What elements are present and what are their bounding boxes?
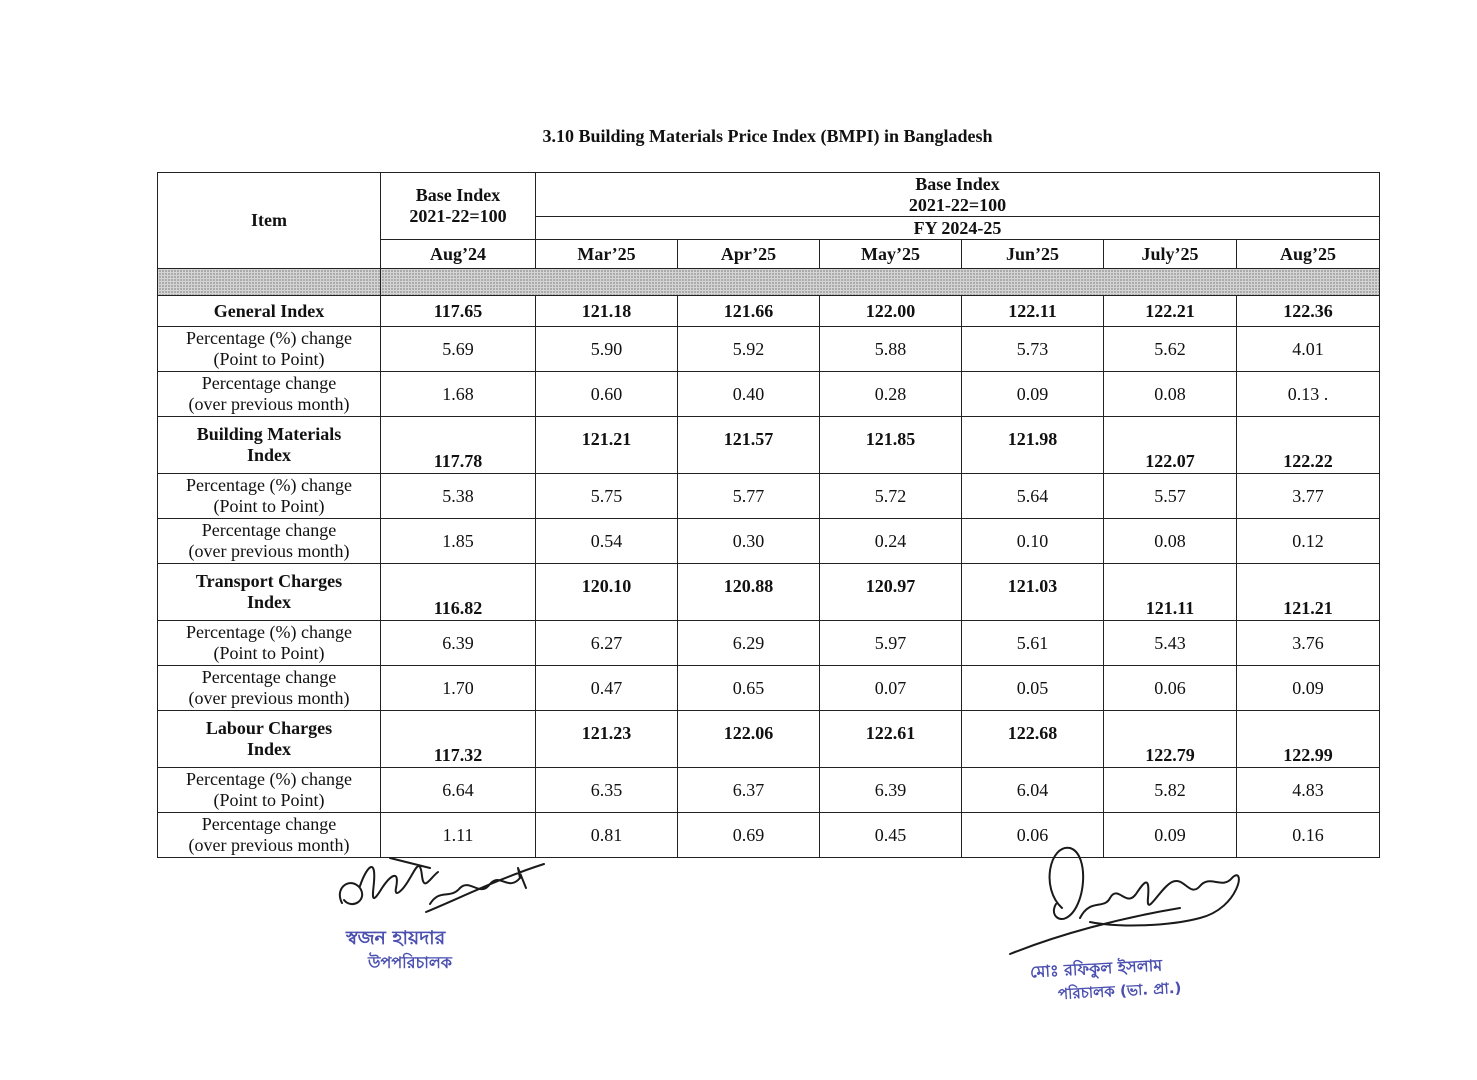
row-label <box>158 296 381 327</box>
row-label-line2: (Point to Point) <box>213 349 325 369</box>
row-label-line2: (Point to Point) <box>213 643 325 663</box>
row-label <box>158 564 381 621</box>
row-label-line1: Percentage change <box>201 520 337 540</box>
right-signatory-name: মোঃ রফিকুল ইসলাম <box>1029 955 1163 982</box>
right-signature-scribble <box>1000 838 1260 958</box>
row-label-line1: Percentage change <box>201 373 337 393</box>
table-row <box>158 372 1380 417</box>
header-fy-line2: 2021-22=100 <box>908 194 1007 215</box>
value-cell: 5.64 <box>962 474 1104 519</box>
value-cell: 122.06 <box>678 711 820 768</box>
row-label <box>158 417 381 474</box>
table-row <box>158 564 1380 621</box>
left-signatory-designation: উপপরিচালক <box>368 953 452 972</box>
value-cell: 5.61 <box>962 621 1104 666</box>
value-cell: 3.77 <box>1237 474 1380 519</box>
value-cell: 0.60 <box>536 372 678 417</box>
table-row <box>158 666 1380 711</box>
row-label-line1: Transport Charges <box>195 571 343 591</box>
value-cell: 121.57 <box>678 417 820 474</box>
row-label <box>158 474 381 519</box>
value-cell: 117.65 <box>381 296 536 327</box>
value-cell: 6.39 <box>381 621 536 666</box>
row-label <box>158 768 381 813</box>
value-cell: 0.09 <box>1104 813 1237 858</box>
right-signature-block <box>1000 838 1260 1008</box>
table-row <box>158 296 1380 327</box>
value-cell: 122.61 <box>820 711 962 768</box>
value-cell: 1.68 <box>381 372 536 417</box>
row-label-line2: (over previous month) <box>188 688 350 708</box>
value-cell: 0.06 <box>1104 666 1237 711</box>
header-month: Aug’25 <box>1237 240 1380 269</box>
row-label <box>158 372 381 417</box>
value-cell: 0.06 <box>962 813 1104 858</box>
header-month: Mar’25 <box>536 240 678 269</box>
table-row <box>158 417 1380 474</box>
value-cell: 0.12 <box>1237 519 1380 564</box>
row-label-line1: Building Materials <box>196 424 342 444</box>
row-label-line1: General Index <box>213 300 325 321</box>
value-cell: 5.73 <box>962 327 1104 372</box>
table-row <box>158 621 1380 666</box>
value-cell: 0.08 <box>1104 519 1237 564</box>
value-cell: 122.21 <box>1104 296 1237 327</box>
value-cell: 120.88 <box>678 564 820 621</box>
left-signature-scribble <box>330 848 550 928</box>
value-cell: 122.22 <box>1237 417 1380 474</box>
value-cell: 6.35 <box>536 768 678 813</box>
value-cell: 122.07 <box>1104 417 1237 474</box>
value-cell: 0.47 <box>536 666 678 711</box>
bmpi-table <box>157 172 1380 858</box>
row-label <box>158 666 381 711</box>
header-month: May’25 <box>820 240 962 269</box>
value-cell: 0.24 <box>820 519 962 564</box>
value-cell: 6.39 <box>820 768 962 813</box>
row-label-line1: Percentage (%) change <box>186 769 352 789</box>
row-label-line1: Percentage (%) change <box>186 328 352 348</box>
value-cell: 6.04 <box>962 768 1104 813</box>
row-label <box>158 621 381 666</box>
value-cell: 121.18 <box>536 296 678 327</box>
value-cell: 120.10 <box>536 564 678 621</box>
row-label-line1: Labour Charges <box>205 718 333 738</box>
value-cell: 0.07 <box>820 666 962 711</box>
row-label-line2: Index <box>246 445 291 465</box>
value-cell: 5.62 <box>1104 327 1237 372</box>
right-signatory-designation: পরিচালক (ভা. প্রা.) <box>1057 978 1182 1004</box>
value-cell: 6.29 <box>678 621 820 666</box>
value-cell: 1.11 <box>381 813 536 858</box>
row-label-line1: Percentage change <box>201 667 337 687</box>
value-cell: 5.43 <box>1104 621 1237 666</box>
value-cell: 5.82 <box>1104 768 1237 813</box>
header-month: Jun’25 <box>962 240 1104 269</box>
header-base-line2: 2021-22=100 <box>409 206 507 226</box>
value-cell: 5.38 <box>381 474 536 519</box>
row-label-line2: (Point to Point) <box>213 496 325 516</box>
value-cell: 121.21 <box>536 417 678 474</box>
value-cell: 0.65 <box>678 666 820 711</box>
value-cell: 0.13 . <box>1237 372 1380 417</box>
table-row <box>158 327 1380 372</box>
value-cell: 3.76 <box>1237 621 1380 666</box>
header-month: July’25 <box>1104 240 1237 269</box>
left-signature-block <box>330 848 550 978</box>
row-label <box>158 327 381 372</box>
value-cell: 6.64 <box>381 768 536 813</box>
value-cell: 5.92 <box>678 327 820 372</box>
value-cell: 122.36 <box>1237 296 1380 327</box>
row-label-line2: (over previous month) <box>188 394 350 414</box>
row-label-line2: Index <box>246 739 291 759</box>
value-cell: 1.70 <box>381 666 536 711</box>
row-label-line2: Index <box>246 592 291 612</box>
row-label-line2: (Point to Point) <box>213 790 325 810</box>
value-cell: 0.54 <box>536 519 678 564</box>
value-cell: 121.03 <box>962 564 1104 621</box>
value-cell: 5.88 <box>820 327 962 372</box>
row-label <box>158 711 381 768</box>
value-cell: 0.30 <box>678 519 820 564</box>
value-cell: 122.68 <box>962 711 1104 768</box>
value-cell: 0.45 <box>820 813 962 858</box>
value-cell: 0.69 <box>678 813 820 858</box>
value-cell: 0.81 <box>536 813 678 858</box>
value-cell: 120.97 <box>820 564 962 621</box>
shade-cell <box>381 269 1380 296</box>
value-cell: 5.90 <box>536 327 678 372</box>
value-cell: 0.09 <box>1237 666 1380 711</box>
value-cell: 6.37 <box>678 768 820 813</box>
shaded-separator-row <box>158 269 1380 296</box>
value-cell: 1.85 <box>381 519 536 564</box>
value-cell: 0.09 <box>962 372 1104 417</box>
value-cell: 117.32 <box>381 711 536 768</box>
value-cell: 5.75 <box>536 474 678 519</box>
value-cell: 116.82 <box>381 564 536 621</box>
value-cell: 0.28 <box>820 372 962 417</box>
header-base-line1: Base Index <box>415 185 501 205</box>
value-cell: 122.00 <box>820 296 962 327</box>
value-cell: 121.21 <box>1237 564 1380 621</box>
header-base-index <box>381 173 536 240</box>
value-cell: 0.16 <box>1237 813 1380 858</box>
value-cell: 121.11 <box>1104 564 1237 621</box>
row-label-line2: (over previous month) <box>188 835 350 855</box>
value-cell: 4.83 <box>1237 768 1380 813</box>
table-row <box>158 474 1380 519</box>
value-cell: 121.98 <box>962 417 1104 474</box>
header-fy-line1: Base Index <box>915 173 1000 194</box>
row-label-line1: Percentage change <box>201 814 337 834</box>
row-label-line1: Percentage (%) change <box>186 622 352 642</box>
header-fy-base-index <box>536 173 1380 217</box>
value-cell: 5.69 <box>381 327 536 372</box>
value-cell: 5.77 <box>678 474 820 519</box>
value-cell: 4.01 <box>1237 327 1380 372</box>
value-cell: 117.78 <box>381 417 536 474</box>
row-label-line1: Percentage (%) change <box>186 475 352 495</box>
row-label <box>158 519 381 564</box>
value-cell: 0.40 <box>678 372 820 417</box>
shade-cell <box>158 269 381 296</box>
value-cell: 121.85 <box>820 417 962 474</box>
header-month: Apr’25 <box>678 240 820 269</box>
value-cell: 6.27 <box>536 621 678 666</box>
table-row <box>158 519 1380 564</box>
value-cell: 122.99 <box>1237 711 1380 768</box>
left-signatory-name: স্বজন হায়দার <box>346 927 446 949</box>
row-label-line2: (over previous month) <box>188 541 350 561</box>
value-cell: 0.05 <box>962 666 1104 711</box>
document-title: 3.10 Building Materials Price Index (BMPI) in Bangladesh <box>542 126 993 146</box>
value-cell: 5.72 <box>820 474 962 519</box>
value-cell: 5.57 <box>1104 474 1237 519</box>
value-cell: 0.08 <box>1104 372 1237 417</box>
header-item: Item <box>158 173 381 269</box>
value-cell: 5.97 <box>820 621 962 666</box>
value-cell: 122.11 <box>962 296 1104 327</box>
value-cell: 122.79 <box>1104 711 1237 768</box>
value-cell: 121.23 <box>536 711 678 768</box>
table-row <box>158 768 1380 813</box>
header-fy-label: FY 2024-25 <box>536 217 1380 240</box>
header-base-period: Aug’24 <box>381 240 536 269</box>
value-cell: 121.66 <box>678 296 820 327</box>
table-row <box>158 711 1380 768</box>
value-cell: 0.10 <box>962 519 1104 564</box>
